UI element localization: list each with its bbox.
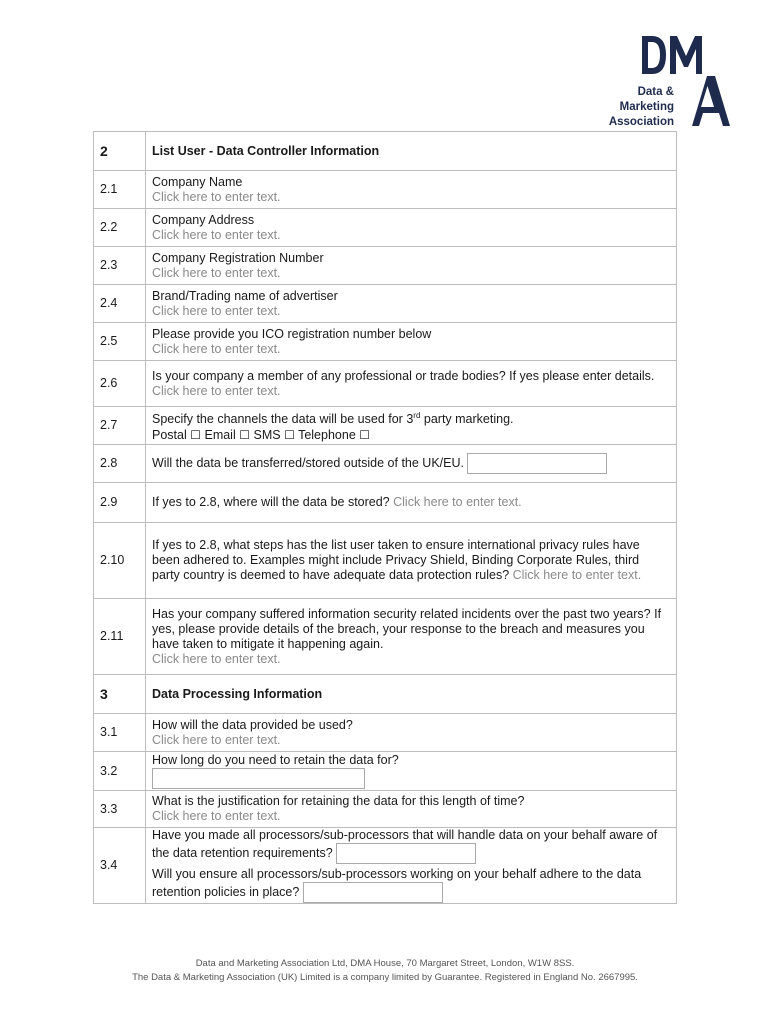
row-number: 2.9 <box>94 483 146 523</box>
field-label: Will you ensure all processors/sub-processors working on your behalf adhere to the data retention policies in place? <box>152 867 642 899</box>
field-label: If yes to 2.8, what steps has the list user taken to ensure international privacy rules have been adhered to. Examples might include Privacy Shield, Binding Corporate Rules, third party country is deemed to have adequate data protection rules? <box>152 538 640 582</box>
row-number: 2.11 <box>94 599 146 675</box>
table-row <box>94 285 677 323</box>
field-label: If yes to 2.8, where will the data be stored? <box>152 495 390 509</box>
logo-line2: Marketing <box>619 101 674 113</box>
option-email-label: Email <box>204 427 236 442</box>
logo-line3: Association <box>608 116 674 128</box>
retention-justification-input[interactable]: Click here to enter text. <box>152 809 281 823</box>
row-number: 2.2 <box>94 209 146 247</box>
table-row <box>94 445 677 483</box>
field-label: Brand/Trading name of advertiser <box>152 288 338 303</box>
option-telephone-label: Telephone <box>298 427 356 442</box>
row-number: 2.7 <box>94 407 146 445</box>
row-number: 3.1 <box>94 714 146 752</box>
option-sms-label: SMS <box>253 427 281 442</box>
email-checkbox[interactable]: ☐ <box>239 427 250 442</box>
trade-bodies-input[interactable]: Click here to enter text. <box>152 383 281 398</box>
logo-line1: Data & <box>637 86 674 98</box>
channel-options <box>152 428 670 443</box>
field-label: Have you made all processors/sub-processors that will handle data on your behalf aware of the data retention requirements? <box>152 828 658 860</box>
field-label: Specify the channels the data will be used for 3rd party marketing. <box>152 411 514 427</box>
field-label: Company Address <box>152 212 255 227</box>
dma-logo <box>598 32 732 128</box>
retention-period-field[interactable] <box>152 768 365 789</box>
sms-checkbox[interactable]: ☐ <box>284 427 295 442</box>
field-label: Company Name <box>152 174 243 189</box>
row-number: 3.2 <box>94 752 146 791</box>
registration-number-input[interactable]: Click here to enter text. <box>152 265 281 280</box>
storage-location-input[interactable]: Click here to enter text. <box>393 495 522 509</box>
company-address-input[interactable]: Click here to enter text. <box>152 227 281 242</box>
table-row <box>94 407 677 445</box>
option-postal-label: Postal <box>152 427 187 442</box>
security-incidents-input[interactable]: Click here to enter text. <box>152 651 281 666</box>
field-label: What is the justification for retaining the data for this length of time? <box>152 794 525 808</box>
field-label: Will the data be transferred/stored outside of the UK/EU. <box>152 455 464 470</box>
table-row <box>94 323 677 361</box>
form-table <box>93 131 677 904</box>
transfer-outside-uk-field[interactable] <box>467 453 607 474</box>
retention-adherence-field[interactable] <box>303 882 443 903</box>
privacy-steps-input[interactable]: Click here to enter text. <box>512 568 642 582</box>
field-label: Company Registration Number <box>152 250 324 265</box>
table-row <box>94 247 677 285</box>
field-label: Has your company suffered information security related incidents over the past two years? If yes, please provide details of the breach, your response to the breach and measures you have taken to mitigate it happening again. <box>152 606 662 651</box>
row-number: 2.3 <box>94 247 146 285</box>
postal-checkbox[interactable]: ☐ <box>190 427 201 442</box>
row-number: 3.4 <box>94 828 146 904</box>
footer-address: Data and Marketing Association Ltd, DMA House, 70 Margaret Street, London, W1W 8SS. <box>195 958 575 969</box>
section-title: List User - Data Controller Information <box>146 132 677 171</box>
table-row <box>94 523 677 599</box>
company-name-input[interactable]: Click here to enter text. <box>152 189 281 204</box>
row-number: 2.4 <box>94 285 146 323</box>
row-number: 2.1 <box>94 171 146 209</box>
row-number: 2.6 <box>94 361 146 407</box>
row-number: 2.10 <box>94 523 146 599</box>
table-row <box>94 714 677 752</box>
field-label: How will the data provided be used? <box>152 717 353 732</box>
row-number: 2.5 <box>94 323 146 361</box>
telephone-checkbox[interactable]: ☐ <box>359 427 371 442</box>
retention-awareness-field[interactable] <box>336 843 476 864</box>
section-header <box>94 132 677 171</box>
data-usage-input[interactable]: Click here to enter text. <box>152 732 281 747</box>
field-label: Please provide you ICO registration number below <box>152 326 432 341</box>
ico-number-input[interactable]: Click here to enter text. <box>152 341 281 356</box>
table-row <box>94 209 677 247</box>
footer-registration: The Data & Marketing Association (UK) Limited is a company limited by Guarantee. Registered in England No. 2667995. <box>132 972 638 983</box>
row-number: 3.3 <box>94 791 146 828</box>
brand-name-input[interactable]: Click here to enter text. <box>152 303 281 318</box>
table-row <box>94 483 677 523</box>
row-number: 2.8 <box>94 445 146 483</box>
section-number: 2 <box>94 132 146 171</box>
field-label: Is your company a member of any professional or trade bodies? If yes please enter details. <box>152 368 655 383</box>
section-header <box>94 675 677 714</box>
section-title: Data Processing Information <box>146 675 677 714</box>
section-number: 3 <box>94 675 146 714</box>
table-row <box>94 752 677 791</box>
table-row <box>94 828 677 904</box>
table-row <box>94 599 677 675</box>
table-row <box>94 791 677 828</box>
table-row <box>94 361 677 407</box>
table-row <box>94 171 677 209</box>
field-label: How long do you need to retain the data for? <box>152 753 399 767</box>
